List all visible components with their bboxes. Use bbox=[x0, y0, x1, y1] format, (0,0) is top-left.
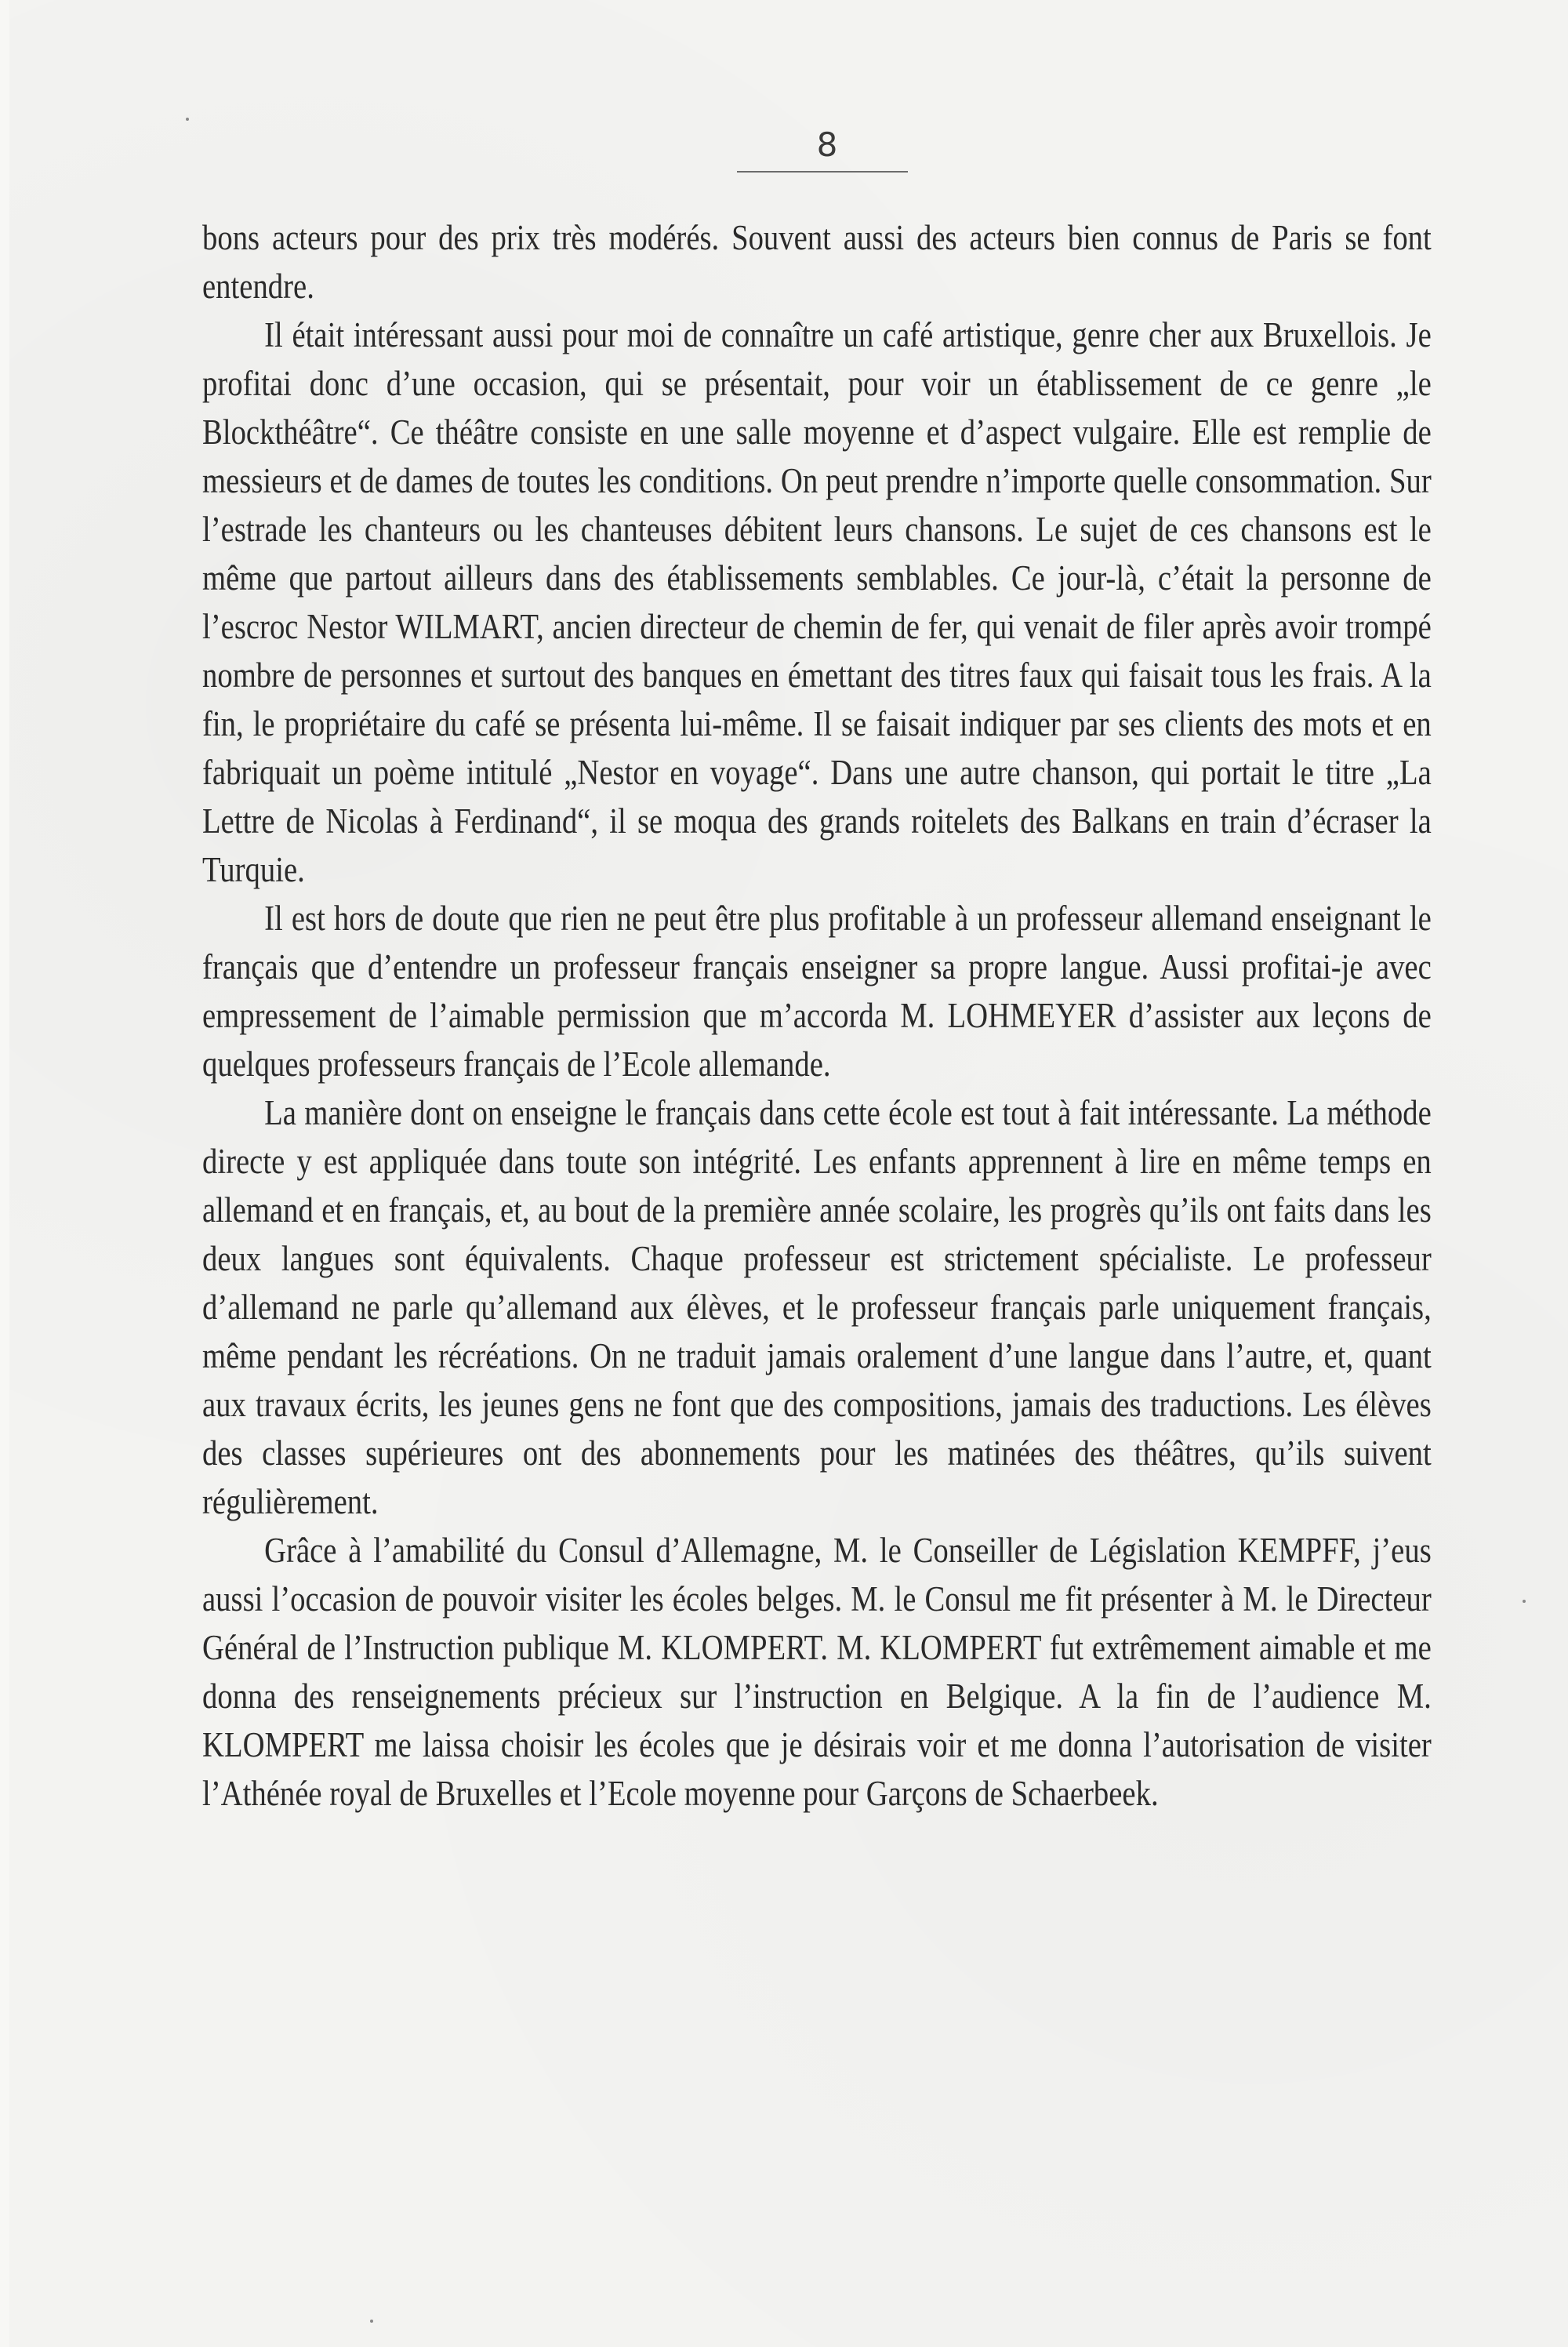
paper-speck bbox=[186, 118, 189, 121]
paragraph-2: Il était intéressant aussi pour moi de connaître un café artistique, genre cher aux Bruxellois. Je profitai donc d’une occasion, qui se présentait, pour voir un établissement de ce genre „le Blockthéâtre“. Ce théâtre consiste en une salle moyenne et d’aspect vulgaire. Elle est remplie de messieurs et de dames de toutes les conditions. On peut prendre n’importe quelle consommation. Sur l’estrade les chanteurs ou les chanteuses débitent leurs chansons. Le sujet de ces chansons est le même que partout ailleurs dans des établissements semblables. Ce jour-là, c’était la personne de l’escroc Nestor WILMART, ancien directeur de chemin de fer, qui venait de filer après avoir trompé nombre de personnes et surtout des banques en émettant des titres faux qui faisait tous les frais. A la fin, le propriétaire du café se présenta lui-même. Il se faisait indiquer par ses clients des mots et en fabriquait un poème intitulé „Nestor en voyage“. Dans une autre chanson, qui portait le titre „La Lettre de Nicolas à Ferdinand“, il se moqua des grands roitelets des Balkans en train d’écraser la Turquie. bbox=[202, 315, 1432, 889]
page-number-text: 8 bbox=[816, 125, 838, 164]
paper-speck bbox=[370, 2320, 373, 2323]
paragraph-5: Grâce à l’amabilité du Consul d’Allemagne, M. le Conseiller de Législation KEMPFF, j’eus aussi l’occasion de pouvoir visiter les écoles belges. M. le Consul me fit présenter à M. le Directeur Général de l’Instruction publique M. KLOMPERT. M. KLOMPERT fut extrêmement aimable et me donna des renseignements précieux sur l’instruction en Belgique. A la fin de l’audience M. KLOMPERT me laissa choisir les écoles que je désirais voir et me donna l’autorisation de visiter l’Athénée royal de Bruxelles et l’Ecole moyenne pour Garçons de Schaerbeek. bbox=[202, 1531, 1432, 1813]
body-text bbox=[202, 213, 1432, 1818]
paragraph-4: La manière dont on enseigne le français dans cette école est tout à fait intéressante. La méthode directe y est appliquée dans toute son intégrité. Les enfants apprennent à lire en même temps en allemand et en français, et, au bout de la première année scolaire, les progrès qu’ils ont faits dans les deux langues sont équivalents. Chaque professeur est strictement spécialiste. Le professeur d’allemand ne parle qu’allemand aux élèves, et le professeur français parle uniquement français, même pendant les récréations. On ne traduit jamais oralement d’une langue dans l’autre, et, quant aux travaux écrits, les jeunes gens ne font que des compositions, jamais des traductions. Les élèves des classes supérieures ont des abonnements pour les matinées des théâtres, qu’ils suivent régulièrement. bbox=[202, 1093, 1432, 1521]
page-number bbox=[0, 125, 1568, 164]
paragraph-1: bons acteurs pour des prix très modérés. Souvent aussi des acteurs bien connus de Paris se font entendre. bbox=[202, 218, 1432, 306]
paragraph-3: Il est hors de doute que rien ne peut être plus profitable à un professeur allemand enseignant le français que d’entendre un professeur français enseigner sa propre langue. Aussi profitai-je avec empressement de l’aimable permission que m’accorda M. LOHMEYER d’assister aux leçons de quelques professeurs français de l’Ecole allemande. bbox=[202, 899, 1432, 1084]
header-rule bbox=[737, 171, 908, 173]
paper-speck bbox=[1523, 1600, 1526, 1603]
